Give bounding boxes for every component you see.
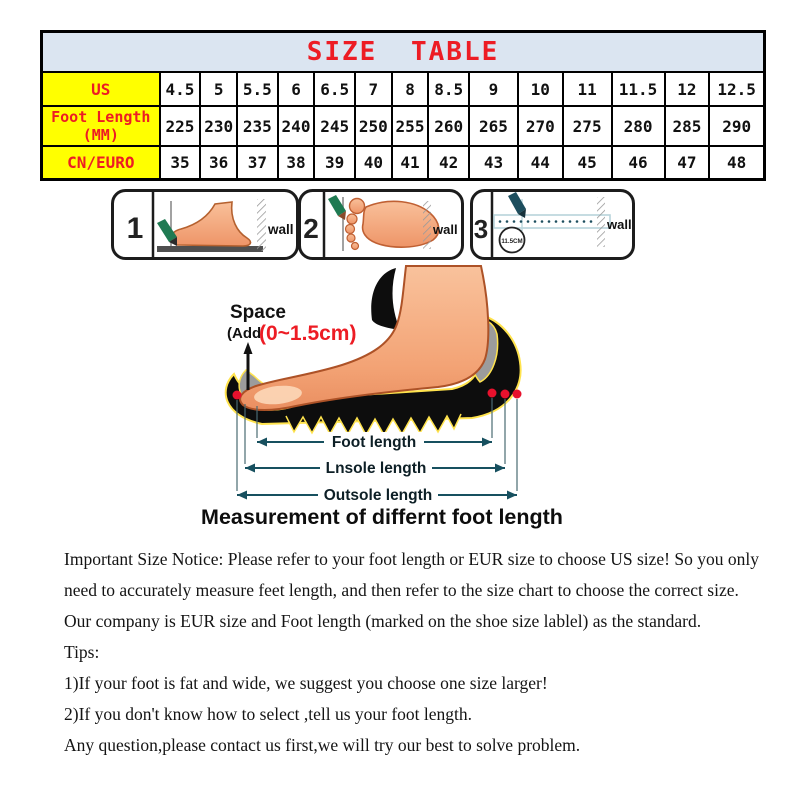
row-header: CN/EURO: [42, 146, 160, 179]
size-cell: 290: [709, 106, 764, 146]
size-cell: 44: [518, 146, 563, 179]
foot-length-label: Foot length: [331, 434, 417, 451]
size-cell: 47: [665, 146, 710, 179]
size-cell: 12: [665, 72, 710, 106]
size-cell: 4.5: [160, 72, 201, 106]
size-cell: 43: [469, 146, 518, 179]
step-number: 1: [126, 212, 144, 245]
size-cell: 260: [428, 106, 469, 146]
size-cell: 270: [518, 106, 563, 146]
space-arrowhead: [244, 342, 253, 354]
size-cell: 38: [278, 146, 315, 179]
size-cell: 12.5: [709, 72, 764, 106]
measure-step-2: [298, 189, 464, 265]
wall-hatch: [423, 201, 431, 249]
notice-line: need to accurately measure feet length, and then refer to the size chart to choose the correct size.: [64, 580, 739, 600]
wall-hatch: [597, 197, 605, 247]
size-cell: 6: [278, 72, 315, 106]
size-cell: 11.5: [612, 72, 665, 106]
size-cell: 285: [665, 106, 710, 146]
diagram-heading: Measurement of differnt foot length: [201, 505, 563, 529]
size-cell: 41: [392, 146, 429, 179]
notice-block: [64, 544, 759, 761]
measure-step-3: [470, 189, 635, 265]
measure-dot: [488, 389, 497, 398]
size-cell: 9: [469, 72, 518, 106]
size-cell: 6.5: [314, 72, 355, 106]
size-cell: 8.5: [428, 72, 469, 106]
foot-length-diagram: [190, 262, 550, 510]
toe: [347, 234, 355, 242]
size-cell: 255: [392, 106, 429, 146]
size-cell: 40: [355, 146, 392, 179]
size-cell: 275: [563, 106, 612, 146]
notice-line: Any question,please contact us first,we will try our best to solve problem.: [64, 735, 581, 755]
size-cell: 7: [355, 72, 392, 106]
size-cell: 235: [237, 106, 278, 146]
row-header: US: [42, 72, 160, 106]
measure-step-2-illustration: [298, 189, 464, 260]
size-cell: 240: [278, 106, 315, 146]
space-label: Space: [230, 302, 286, 323]
size-cell: 10: [518, 72, 563, 106]
shoe-collar: [371, 268, 400, 330]
size-cell: 230: [200, 106, 237, 146]
outsole-length-label: Outsole length: [323, 487, 433, 504]
wall-label: wall: [433, 222, 458, 237]
size-cell: 37: [237, 146, 278, 179]
wall-label: wall: [268, 222, 294, 237]
size-cell: 46: [612, 146, 665, 179]
space-range-label: (0~1.5cm): [259, 322, 357, 345]
notice-line: Our company is EUR size and Foot length (marked on the shoe size lablel) as the standard.: [64, 611, 702, 631]
step-number: 2: [303, 213, 319, 244]
outsole-length-arrow: [237, 485, 517, 504]
size-cell: 250: [355, 106, 392, 146]
big-toe: [350, 199, 365, 214]
wall-hatch: [257, 199, 266, 251]
size-cell: 11: [563, 72, 612, 106]
toe: [352, 243, 359, 250]
size-table-row: [42, 146, 765, 179]
size-cell: 45: [563, 146, 612, 179]
insole-length-label: Lnsole length: [325, 460, 427, 477]
insole-length-arrow: [245, 458, 505, 477]
step-number: 3: [473, 214, 489, 244]
notice-line: Important Size Notice: Please refer to your foot length or EUR size to choose US size! So you only: [64, 549, 759, 569]
measure-dot: [233, 391, 242, 400]
toe: [346, 225, 355, 234]
ruler-measure-label: 11.5CM: [501, 238, 523, 245]
add-label: (Add: [227, 325, 262, 342]
size-cell: 225: [160, 106, 201, 146]
toe: [347, 214, 357, 224]
size-table-title-row: [42, 32, 765, 73]
notice-line: 2)If you don't know how to select ,tell us your foot length.: [64, 704, 473, 724]
size-cell: 36: [200, 146, 237, 179]
ruler-band: [494, 215, 610, 228]
size-cell: 5: [200, 72, 237, 106]
size-table-row: [42, 72, 765, 106]
notice-line: Tips:: [64, 642, 100, 662]
wall-label: wall: [607, 217, 632, 232]
size-cell: 245: [314, 106, 355, 146]
size-table-title: SIZE TABLE: [42, 32, 765, 73]
row-header: Foot Length (MM): [42, 106, 160, 146]
size-table-body: [42, 32, 765, 180]
floor: [157, 246, 263, 252]
notice-line: 1)If your foot is fat and wide, we suggest you choose one size larger!: [64, 673, 548, 693]
size-cell: 280: [612, 106, 665, 146]
size-cell: 265: [469, 106, 518, 146]
measure-step-1-illustration: [111, 189, 299, 260]
foot-length-arrow: [257, 432, 492, 451]
size-cell: 5.5: [237, 72, 278, 106]
size-table: [40, 30, 766, 181]
size-cell: 48: [709, 146, 764, 179]
measure-step-1: [111, 189, 299, 265]
size-cell: 35: [160, 146, 201, 179]
size-cell: 39: [314, 146, 355, 179]
size-table-row: [42, 106, 765, 146]
size-cell: 42: [428, 146, 469, 179]
size-cell: 8: [392, 72, 429, 106]
measure-step-3-illustration: [470, 189, 635, 260]
measure-dot: [513, 390, 522, 399]
measure-dot: [501, 390, 510, 399]
